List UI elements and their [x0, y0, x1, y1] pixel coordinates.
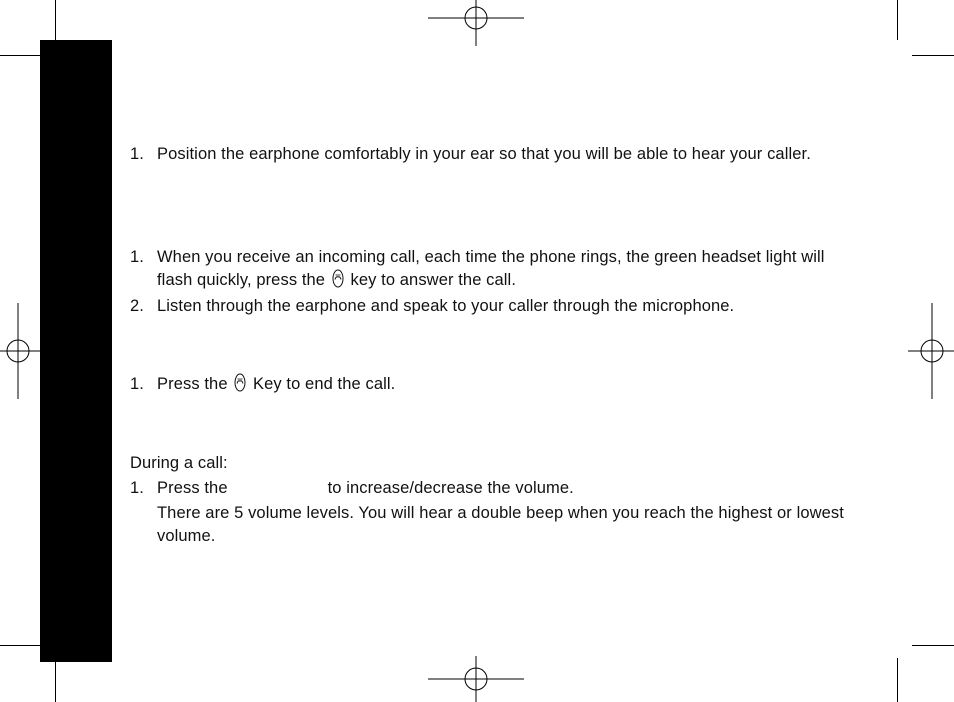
crop-mark-top-left-v: [55, 0, 56, 40]
list-item: [130, 295, 860, 318]
section-end: [130, 373, 830, 396]
list-item: [130, 477, 870, 500]
list-number: 1.: [130, 375, 144, 393]
volume-note: There are 5 volume levels. You will hear a double beep when you reach the highest or lowest volume.: [157, 504, 844, 545]
registration-mark-top: [428, 0, 524, 46]
list-item: [130, 373, 830, 396]
section-wear: [130, 143, 830, 166]
list-item: [130, 143, 830, 166]
crop-mark-bottom-right-v: [897, 658, 898, 702]
list-number: 2.: [130, 297, 144, 315]
list-text: Position the earphone comfortably in your ear so that you will be able to hear your caller.: [157, 145, 811, 163]
list-item: [130, 246, 860, 292]
crop-mark-bottom-right-h: [912, 645, 954, 646]
crop-mark-bottom-left-h: [0, 645, 40, 646]
registration-mark-bottom: [428, 656, 524, 702]
list-number: 1.: [130, 479, 144, 497]
list-text-part: Press the: [157, 479, 228, 497]
talk-key-icon: [332, 269, 344, 288]
list-text: [157, 477, 870, 500]
list-number: 1.: [130, 248, 144, 266]
talk-key-icon: [234, 373, 246, 392]
list-text-part: key to answer the call.: [350, 271, 517, 289]
section-answer: [130, 246, 860, 318]
registration-mark-right: [908, 303, 954, 399]
list-number: 1.: [130, 145, 144, 163]
intro-text: During a call:: [130, 454, 228, 472]
list-text: Listen through the earphone and speak to your caller through the microphone.: [157, 297, 735, 315]
crop-mark-top-right-v: [897, 0, 898, 40]
crop-mark-top-left-h: [0, 55, 40, 56]
list-text-part: to increase/decrease the volume.: [327, 479, 574, 497]
section-volume: [130, 452, 870, 548]
list-text-part: Key to end the call.: [252, 375, 396, 393]
crop-mark-bottom-left-v: [55, 662, 56, 702]
list-text: [157, 246, 860, 292]
list-text-part: Press the: [157, 375, 228, 393]
chapter-tab: [40, 40, 112, 662]
list-text-part: When you receive an incoming call, each time the phone rings, the green headset light will flash quickly, press the: [157, 248, 825, 289]
list-text: [157, 373, 830, 396]
crop-mark-top-right-h: [912, 55, 954, 56]
